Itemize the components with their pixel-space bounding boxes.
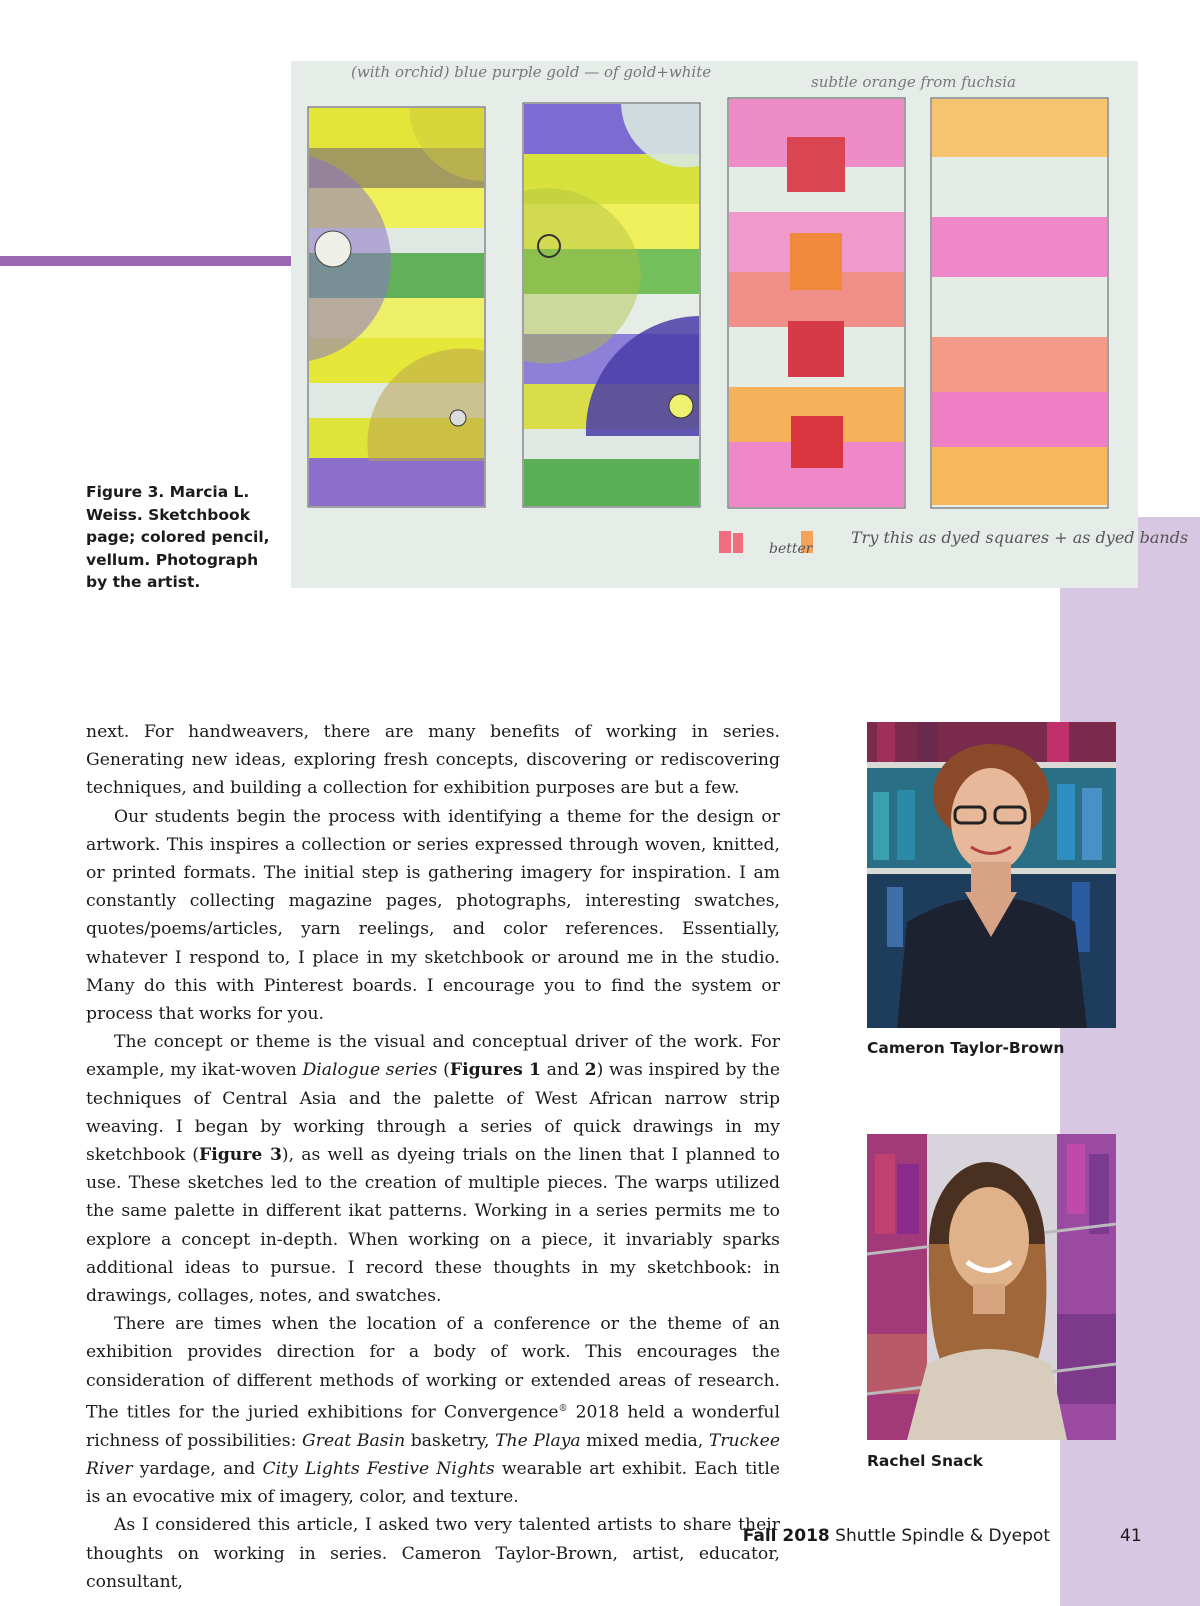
- portrait-cameron-taylor-brown: [867, 722, 1116, 1028]
- figure-ref: Figure 3: [199, 1145, 282, 1166]
- page-footer: [700, 1526, 1050, 1546]
- sketch-panel-3: [728, 98, 905, 508]
- sketch-note-better: better: [769, 541, 813, 557]
- issue-label: Fall 2018: [742, 1526, 830, 1546]
- series-title: Dialogue series: [302, 1060, 438, 1081]
- paragraph-3: The concept or theme is the visual and conceptual driver of the work. For example, my ikat-woven Dialogue series (Figures 1 and 2) was inspired by the techniques of Central Asia and the palette of West African narrow strip weaving. I began by working through a series of quick drawings in my sketchbook (Figure 3), as well as dyeing trials on the linen that I planned to use. These sketches led to the creation of multiple pieces. The warps utilized the same palette in different ikat patterns. Working in a series permits me to explore a concept in-depth. When working on a piece, it invariably sparks additional ideas to pursue. I record these thoughts in my sketchbook: in drawings, collages, notes, and swatches.: [86, 1032, 781, 1307]
- sketch-panel-1: [308, 107, 485, 507]
- paragraph-5: As I considered this article, I asked two very talented artists to share their thoughts on working in series. Cameron Taylor-Brown, artist, educator, consultant,: [86, 1515, 780, 1592]
- figure-ref: 2: [584, 1060, 597, 1081]
- sketch-drawing: [291, 61, 1189, 588]
- exhibit-title: City Lights Festive Nights: [262, 1459, 495, 1480]
- sketch-panel-4: [931, 98, 1108, 508]
- sketch-note-top-right: subtle orange from fuchsia: [811, 73, 1016, 91]
- figure-3-sketch-image: [291, 61, 1189, 588]
- sketch-note-top-left: (with orchid) blue purple gold — of gold+white: [351, 63, 712, 81]
- paragraph-1: next. For handweavers, there are many benefits of working in series. Generating new ideas, exploring fresh concepts, discovering or rediscovering techniques, and building a collection for exhibition purposes are but a few.: [86, 722, 780, 799]
- accent-bar: [0, 256, 292, 266]
- exhibit-title: Truckee River: [86, 1430, 780, 1480]
- paragraph-2: Our students begin the process with identifying a theme for the design or artwork. This inspires a collection or series expressed through woven, knitted, or printed formats. The initial step is gathering imagery for inspiration. I am constantly collecting magazine pages, photographs, interesting swatches, quotes/poems/articles, yarn reelings, and color references. Essentially, whatever I respond to, I place in my sketchbook or around me in the studio. Many do this with Pinterest boards. I encourage you to find the system or process that works for you.: [86, 806, 780, 1025]
- portrait-rachel-snack: [867, 1134, 1116, 1440]
- paragraph-4: There are times when the location of a conference or the theme of an exhibition provides direction for a body of work. This encourages the consideration of different methods of working or extended areas of research. The titles for the juried exhibitions for Convergence® 2018 held a wonderful richness of possibilities: Great Basin basketry, The Playa mixed media, Truckee River yardage, and City Lights Festive Nights wearable art exhibit. Each title is an evocative mix of imagery, color, and texture.: [86, 1314, 780, 1508]
- figure-number: Figure 3.: [86, 483, 165, 501]
- photo-caption-cameron: Cameron Taylor-Brown: [867, 1039, 1065, 1057]
- magazine-title: Shuttle Spindle & Dyepot: [835, 1526, 1050, 1546]
- article-body: [86, 718, 780, 1596]
- exhibit-title: Great Basin: [302, 1430, 406, 1451]
- exhibit-title: The Playa: [495, 1430, 581, 1451]
- registered-mark: ®: [558, 1403, 568, 1414]
- figure-3-caption: [86, 481, 282, 594]
- figure-ref: Figures 1: [449, 1060, 541, 1081]
- figure-caption-text: Marcia L. Weiss. Sketchbook page; colored pencil, vellum. Photograph by the artist.: [86, 483, 270, 592]
- sidebar-color-band: [1060, 517, 1200, 1606]
- sketch-panel-2: [523, 103, 700, 507]
- sketch-note-bottom: Try this as dyed squares + as dyed bands: [851, 528, 1189, 547]
- page-number: 41: [1120, 1526, 1142, 1546]
- photo-caption-rachel: Rachel Snack: [867, 1452, 983, 1470]
